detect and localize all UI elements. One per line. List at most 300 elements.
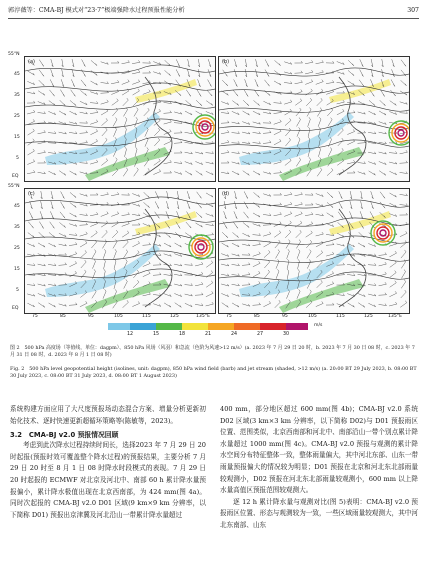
wind-barb: [316, 82, 324, 85]
wind-barb-flag: [126, 250, 128, 252]
wind-barb-flag: [299, 289, 301, 291]
wind-barb-flag: [138, 301, 140, 303]
wind-barb: [206, 273, 212, 278]
wind-barb: [306, 100, 312, 106]
wind-barb: [379, 264, 387, 266]
wind-barb: [379, 284, 387, 286]
wind-barb: [296, 110, 301, 116]
wind-barb-flag: [290, 159, 292, 161]
wind-barb-flag: [105, 289, 107, 291]
wind-barb: [232, 171, 239, 175]
wind-barb: [134, 110, 138, 117]
wind-barb: [206, 235, 214, 236]
wind-barb-flag: [332, 271, 334, 273]
wind-barb: [232, 152, 240, 153]
wind-barb-flag: [201, 293, 203, 295]
wind-barb: [286, 242, 290, 249]
wind-barb: [175, 101, 182, 105]
lat-tick: 5: [16, 288, 19, 293]
wind-barb-flag: [116, 230, 118, 232]
wind-barb: [206, 153, 214, 154]
wind-barb-flag: [33, 110, 35, 112]
wind-barb-flag: [33, 159, 35, 161]
wind-barb: [101, 111, 108, 115]
wind-barb-flag: [280, 221, 282, 223]
wind-barb: [234, 201, 236, 209]
wind-barb: [287, 271, 289, 279]
wind-barb-flag: [227, 121, 229, 123]
wind-barb-flag: [159, 273, 161, 275]
wind-barb-flag: [309, 117, 311, 119]
wind-barb-flag: [179, 226, 181, 228]
wind-barb: [285, 130, 290, 136]
height-contour: [219, 68, 409, 76]
wind-barb-flag: [107, 202, 109, 204]
height-contour: [25, 233, 215, 241]
wind-barb-flag: [373, 94, 375, 96]
wind-barb: [401, 272, 405, 279]
wind-barb-flag: [268, 270, 270, 272]
wind-barb-flag: [280, 212, 282, 214]
wind-barb: [27, 161, 34, 164]
wind-barb-flag: [158, 128, 160, 130]
colorbar-swatch: [182, 323, 208, 330]
wind-barb: [337, 233, 344, 237]
wind-barb-flag: [117, 221, 119, 223]
wind-barb: [232, 133, 240, 134]
wind-barb: [38, 303, 45, 308]
panel-d: [218, 188, 410, 314]
wind-barb-flag: [406, 150, 408, 152]
wind-barb-flag: [277, 269, 279, 271]
wind-barb: [274, 173, 282, 174]
colorbar-swatch: [260, 323, 286, 330]
wind-barb: [80, 234, 88, 236]
wind-barb: [243, 222, 249, 227]
wind-barb-flag: [332, 303, 334, 305]
wind-barb: [276, 261, 279, 268]
wind-barb: [208, 59, 211, 67]
wind-barb: [114, 261, 116, 269]
wind-barb: [307, 110, 311, 117]
wind-barb-flag: [321, 280, 323, 282]
wind-barb: [71, 79, 74, 86]
lon-tick: 115: [336, 314, 345, 319]
wind-barb-flag: [301, 89, 303, 91]
wind-barb: [326, 92, 334, 95]
wind-barb: [296, 160, 300, 167]
wind-barb: [40, 211, 43, 219]
wind-barb-flag: [280, 120, 282, 122]
wind-barb-flag: [158, 216, 160, 218]
wind-barb: [305, 214, 313, 215]
wind-barb: [327, 213, 334, 217]
wind-barb: [328, 149, 332, 156]
wind-barb: [102, 130, 107, 136]
wind-barb: [389, 244, 397, 246]
wind-barb: [80, 214, 88, 215]
wind-barb-flag: [86, 121, 88, 123]
wind-barb: [51, 69, 54, 77]
wind-barb-flag: [33, 139, 35, 141]
wind-barb-flag: [125, 147, 127, 149]
wind-barb: [104, 261, 106, 269]
lon-tick: 135°E: [388, 314, 402, 319]
wind-barb: [348, 303, 355, 307]
wind-barb-flag: [115, 289, 117, 291]
lon-tick: 85: [60, 314, 66, 319]
wind-barb: [185, 142, 193, 143]
wind-barb-flag: [147, 147, 149, 149]
wind-barb-flag: [104, 269, 106, 271]
wind-barb-flag: [65, 253, 67, 255]
wind-barb-flag: [149, 292, 151, 294]
wind-barb-flag: [115, 118, 117, 120]
wind-barb-flag: [96, 212, 98, 214]
wind-barb: [208, 69, 211, 76]
wind-barb: [253, 203, 259, 208]
wind-barb: [206, 263, 212, 268]
wind-barb-flag: [259, 271, 261, 273]
lat-tick: EQ: [12, 306, 19, 311]
wind-barb-flag: [268, 84, 270, 86]
wind-barb: [102, 232, 108, 238]
wind-barb: [297, 291, 300, 298]
wind-barb-flag: [289, 128, 291, 130]
wind-barb-flag: [117, 61, 119, 63]
wind-barb-flag: [320, 157, 322, 159]
wind-barb: [101, 214, 108, 217]
wind-barb-flag: [126, 279, 128, 281]
wind-barb: [400, 113, 408, 114]
wind-barb-flag: [310, 290, 312, 292]
lat-tick: 15: [14, 267, 20, 272]
wind-barb: [133, 253, 139, 258]
wind-barb-flag: [44, 161, 46, 163]
wind-barb-flag: [159, 263, 161, 265]
wind-barb-flag: [115, 137, 117, 139]
wind-barb: [135, 139, 137, 147]
wind-barb-flag: [259, 252, 261, 254]
wind-barb: [144, 110, 149, 116]
wind-barb-flag: [343, 91, 345, 93]
wind-barb: [306, 242, 311, 248]
wind-barb-flag: [311, 212, 313, 214]
wind-barb-flag: [227, 161, 229, 163]
wind-barb: [296, 242, 300, 249]
wind-barb: [133, 282, 139, 288]
wind-barb: [389, 304, 397, 306]
wind-barb-flag: [128, 212, 130, 214]
panel-label: (c): [28, 191, 35, 197]
wind-barb-flag: [310, 108, 312, 110]
wind-barb-flag: [332, 282, 334, 284]
wind-barb: [401, 80, 407, 85]
wind-barb: [143, 245, 151, 246]
wind-barb: [80, 243, 87, 247]
wind-barb-flag: [259, 261, 261, 263]
wind-barb: [72, 69, 74, 77]
wind-barb: [27, 303, 34, 307]
wind-barb-flag: [385, 272, 387, 274]
wind-barb-flag: [227, 140, 229, 142]
wind-barb: [132, 62, 140, 63]
lon-tick: 125: [364, 314, 373, 319]
wind-barb: [253, 100, 259, 105]
wind-barb-flag: [269, 232, 271, 234]
wind-barb-flag: [269, 141, 271, 143]
page-number: 307: [407, 7, 419, 14]
wind-barb: [255, 79, 258, 86]
wind-barb: [69, 263, 76, 266]
wind-barb: [296, 232, 302, 238]
wind-barb-flag: [106, 221, 108, 223]
wind-barb-flag: [299, 158, 301, 160]
wind-barb: [253, 305, 261, 306]
colorbar-swatch: [130, 323, 156, 330]
wind-barb: [348, 232, 354, 237]
wind-barb-flag: [405, 250, 407, 252]
wind-barb-flag: [200, 94, 202, 96]
wind-barb: [27, 172, 35, 173]
wind-barb-flag: [332, 61, 334, 63]
wind-barb: [253, 111, 260, 115]
wind-barb: [122, 224, 130, 227]
wind-barb: [132, 303, 139, 306]
wind-barb: [113, 120, 117, 127]
wind-barb: [339, 191, 342, 198]
wind-barb: [153, 255, 161, 256]
wind-barb: [101, 194, 109, 195]
wind-barb: [284, 204, 292, 206]
wind-barb-flag: [322, 232, 324, 234]
wind-barb-flag: [149, 282, 151, 284]
wind-barb-flag: [310, 250, 312, 252]
wind-barb: [390, 101, 397, 106]
wind-barb-flag: [353, 129, 355, 131]
colorbar-label: 21: [204, 332, 212, 337]
wind-barb: [337, 111, 344, 115]
wind-barb-flag: [300, 221, 302, 223]
wind-barb-flag: [117, 202, 119, 204]
wind-barb: [390, 283, 397, 288]
wind-barb-flag: [226, 226, 228, 228]
wind-barb-flag: [127, 98, 129, 100]
wind-barb: [80, 163, 88, 164]
wind-barb-flag: [94, 269, 96, 271]
wind-barb: [317, 100, 323, 106]
wind-barb: [80, 101, 87, 105]
typhoon-ring: [195, 241, 207, 253]
wind-barb-flag: [117, 80, 119, 82]
wind-barb: [48, 274, 56, 275]
wind-barb-flag: [406, 161, 408, 163]
wind-barb-flag: [342, 128, 344, 130]
wind-barb-flag: [331, 168, 333, 170]
wind-barb: [48, 152, 56, 153]
wind-barb-flag: [343, 109, 345, 111]
wind-barb: [154, 130, 160, 136]
wind-barb-flag: [85, 260, 87, 262]
wind-barb-flag: [84, 74, 86, 76]
wind-barb: [337, 294, 345, 295]
wind-barb-flag: [128, 60, 130, 62]
wind-barb-flag: [404, 280, 406, 282]
wind-barb: [27, 284, 35, 285]
wind-barb: [38, 91, 45, 96]
wind-barb: [28, 151, 35, 155]
wind-barb-flag: [127, 231, 129, 233]
wind-barb: [318, 119, 321, 126]
wind-barb: [103, 291, 106, 298]
wind-barb-flag: [353, 160, 355, 162]
wind-barb: [59, 222, 65, 227]
panel-d-map: [219, 189, 409, 313]
wind-barb-flag: [320, 168, 322, 170]
wind-barb: [389, 153, 397, 154]
wind-barb: [101, 82, 109, 83]
wind-barb-flag: [84, 84, 86, 86]
wind-barb-flag: [259, 281, 261, 283]
wind-barb: [164, 162, 172, 164]
wind-barb-flag: [138, 60, 140, 62]
wind-barb-flag: [321, 251, 323, 253]
wind-barb: [111, 82, 119, 83]
wind-barb-flag: [201, 272, 203, 274]
wind-barb: [392, 59, 395, 67]
wind-barb-flag: [395, 302, 397, 304]
wind-barb: [69, 254, 77, 257]
wind-barb-flag: [301, 61, 303, 63]
wind-barb: [264, 262, 269, 268]
wind-barb: [253, 213, 260, 217]
height-contour: [25, 101, 215, 109]
wind-barb: [379, 255, 387, 256]
wind-barb: [263, 101, 270, 105]
wind-barb: [358, 243, 365, 247]
wind-barb: [69, 273, 76, 277]
wind-barb: [80, 225, 88, 226]
wind-barb: [123, 252, 127, 259]
wind-barb-flag: [362, 226, 364, 228]
wind-barb-flag: [33, 170, 35, 172]
wind-barb-flag: [212, 233, 214, 235]
wind-barb: [122, 233, 129, 237]
wind-barb: [317, 110, 321, 117]
wind-barb-flag: [301, 71, 303, 73]
wind-barb-flag: [330, 147, 332, 149]
wind-barb: [347, 274, 355, 275]
wind-barb: [102, 120, 108, 125]
wind-barb: [222, 91, 229, 96]
wind-barb: [90, 223, 97, 226]
wind-barb-flag: [300, 108, 302, 110]
wind-barb: [164, 274, 172, 275]
wind-barb: [389, 235, 397, 236]
wind-barb-flag: [301, 202, 303, 204]
wind-barb-flag: [259, 303, 261, 305]
wind-barb-flag: [374, 263, 376, 265]
wind-barb: [245, 79, 248, 87]
wind-barb: [206, 304, 214, 306]
wind-barb-flag: [212, 141, 214, 143]
wind-barb: [175, 303, 182, 308]
wind-barb-flag: [127, 240, 129, 242]
wind-barb: [253, 273, 260, 277]
wind-barb-flag: [201, 282, 203, 284]
colorbar-label: 15: [152, 332, 160, 337]
wind-barb: [284, 214, 291, 217]
wind-barb-flag: [63, 216, 64, 218]
wind-barb-flag: [44, 121, 46, 123]
running-header: [8, 4, 419, 19]
wind-barb: [80, 303, 87, 307]
wind-barb: [317, 282, 323, 288]
wind-barb-flag: [287, 269, 289, 271]
wind-barb-flag: [96, 129, 98, 131]
wind-barb-flag: [226, 74, 228, 76]
wind-barb-flag: [138, 89, 140, 91]
wind-barb: [38, 142, 46, 144]
wind-barb: [379, 111, 386, 115]
wind-barb: [390, 193, 397, 197]
wind-barb: [326, 82, 334, 83]
wind-barb: [134, 170, 139, 177]
wind-barb: [111, 194, 119, 195]
wind-barb: [92, 292, 96, 299]
wind-barb-flag: [395, 281, 397, 283]
wind-barb-flag: [138, 241, 140, 243]
wind-barb: [316, 62, 324, 63]
wind-barb: [253, 263, 260, 266]
wind-barb-flag: [300, 99, 302, 101]
wind-barb-flag: [65, 273, 67, 275]
wind-barb: [234, 211, 237, 218]
wind-barb-flag: [42, 74, 44, 76]
wind-barb: [274, 60, 280, 65]
wind-barb-flag: [114, 269, 116, 271]
wind-barb-flag: [117, 99, 119, 101]
wind-barb: [123, 242, 128, 248]
wind-barb-flag: [289, 230, 291, 232]
wind-barb: [187, 191, 190, 199]
wind-barb: [196, 111, 203, 115]
wind-barb-flag: [126, 168, 128, 170]
wind-barb-flag: [96, 231, 98, 233]
wind-barb-flag: [247, 206, 249, 208]
wind-barb: [185, 171, 192, 175]
wind-barb: [285, 140, 290, 146]
wind-barb: [263, 172, 271, 174]
wind-barb: [274, 214, 282, 215]
wind-barb: [326, 245, 334, 246]
wind-barb: [92, 261, 95, 268]
wind-barb-flag: [170, 111, 172, 113]
wind-barb: [316, 303, 323, 306]
wind-barb: [242, 304, 250, 306]
wind-barb: [164, 102, 172, 103]
wind-barb: [401, 292, 406, 298]
wind-barb: [195, 284, 203, 286]
wind-barb-flag: [301, 212, 303, 214]
wind-barb: [400, 172, 408, 173]
wind-barb: [132, 82, 140, 85]
wind-barb: [400, 233, 407, 236]
colorbar-swatch: [286, 323, 308, 330]
lat-tick: 25: [14, 114, 20, 119]
wind-barb-flag: [106, 128, 108, 130]
wind-barb: [305, 62, 313, 63]
